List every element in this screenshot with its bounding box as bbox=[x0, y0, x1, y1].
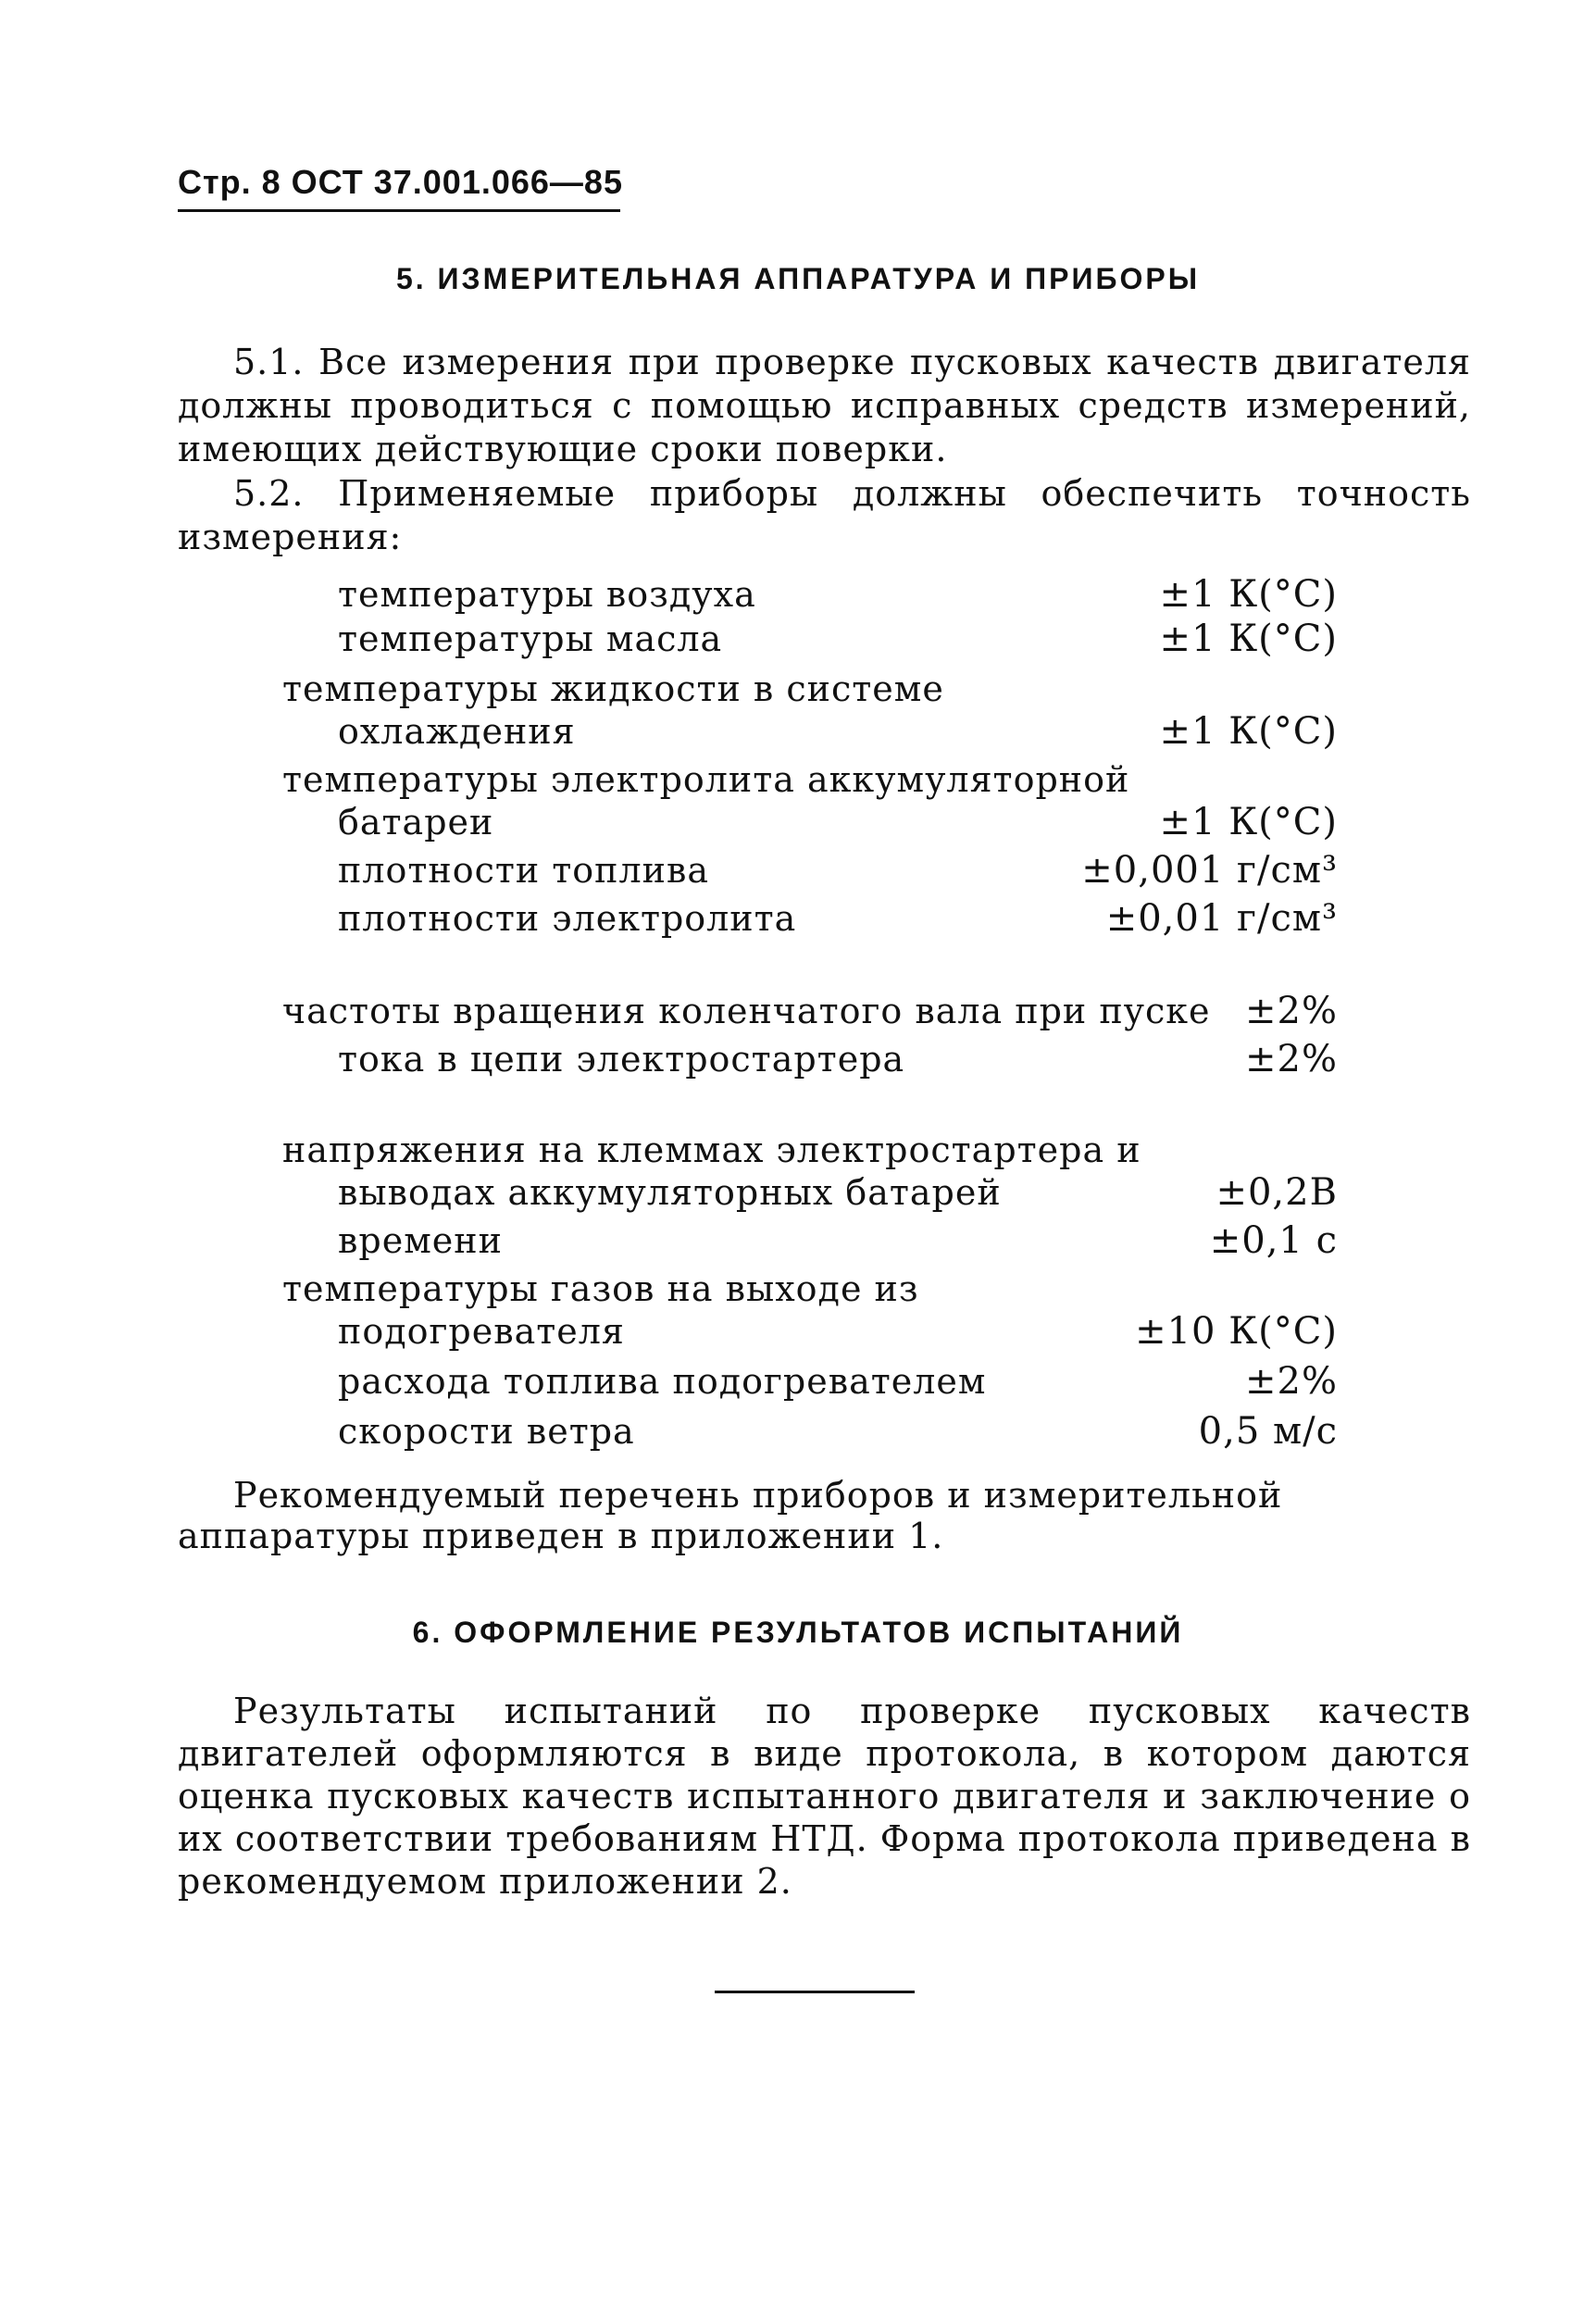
measurement-label: плотности электролита bbox=[338, 898, 797, 939]
measurement-label: расхода топлива подогревателем bbox=[338, 1361, 987, 1402]
measurement-label: тока в цепи электростартера bbox=[338, 1039, 905, 1080]
measurement-label bbox=[282, 1267, 1116, 1353]
measurement-row bbox=[282, 1353, 1338, 1403]
section-6-title: 6. ОФОРМЛЕНИЕ РЕЗУЛЬТАТОВ ИСПЫТАНИЙ bbox=[412, 1616, 1184, 1649]
measurement-label-text: температуры жидкости в системе охлаждения bbox=[282, 668, 944, 752]
measurement-value: ±1 К(°С) bbox=[1159, 618, 1338, 660]
section-5-title: 5. ИЗМЕРИТЕЛЬНАЯ АППАРАТУРА И ПРИБОРЫ bbox=[395, 262, 1201, 295]
measurement-value: ±2% bbox=[1245, 1360, 1338, 1403]
measurement-label-text: температуры газов на выходе из подогревателя bbox=[282, 1268, 919, 1352]
measurement-value: ±0,001 г/см³ bbox=[1081, 849, 1338, 892]
instruments-note-text: Рекомендуемый перечень приборов и измерительной аппаратуры приведен в приложении 1. bbox=[178, 1475, 1283, 1556]
measurement-value: ±2% bbox=[1245, 990, 1338, 1032]
measurement-value: ±1 К(°С) bbox=[1159, 801, 1338, 843]
paragraph-6 bbox=[178, 1690, 1471, 1903]
measurement-label-text: температуры электролита аккумуляторной батареи bbox=[282, 759, 1130, 843]
page-header bbox=[178, 163, 622, 212]
measurement-row bbox=[282, 1032, 1338, 1080]
measurement-accuracy-list bbox=[282, 566, 1338, 1453]
measurement-row bbox=[282, 940, 1338, 1032]
instruments-note bbox=[178, 1475, 1471, 1556]
measurement-row bbox=[282, 1262, 1338, 1353]
measurement-row bbox=[282, 566, 1338, 616]
paragraph-6-text: Результаты испытаний по проверке пусковых качеств двигателей оформляются в виде протокола, в котором даются оценка пусковых качеств испытанного двигателя и заключение о их соответствии требованиям НТД. Форма протокола приведена в рекомендуемом приложении 2. bbox=[178, 1691, 1471, 1902]
measurement-label bbox=[282, 758, 1141, 843]
measurement-value: 0,5 м/с bbox=[1198, 1410, 1338, 1453]
paragraph-5-2-text: 5.2. Применяемые приборы должны обеспечить точность измерения: bbox=[178, 473, 1471, 557]
measurement-value: ±0,2В bbox=[1216, 1171, 1338, 1214]
paragraph-5-1 bbox=[178, 341, 1471, 470]
measurement-value: ±1 К(°С) bbox=[1159, 573, 1338, 616]
end-rule bbox=[715, 1991, 915, 1993]
measurement-row bbox=[282, 1080, 1338, 1214]
measurement-label bbox=[282, 1129, 1197, 1214]
measurement-row bbox=[282, 843, 1338, 892]
measurement-label-text: частоты вращения коленчатого вала при пуске bbox=[282, 991, 1211, 1031]
measurement-row bbox=[282, 1403, 1338, 1453]
measurement-label-text: напряжения на клеммах электростартера и выводах аккумуляторных батарей bbox=[282, 1130, 1141, 1213]
measurement-value: ±1 К(°С) bbox=[1159, 710, 1338, 753]
measurement-label: времени bbox=[338, 1220, 503, 1261]
measurement-label: температуры воздуха bbox=[338, 574, 756, 615]
measurement-row bbox=[282, 616, 1338, 660]
paragraph-5-2 bbox=[178, 472, 1471, 559]
measurement-row bbox=[282, 753, 1338, 843]
paragraph-5-1-text: 5.1. Все измерения при проверке пусковых качеств двигателя должны проводиться с помощью исправных средств измерений, имеющих действующие сроки поверки. bbox=[178, 342, 1471, 469]
measurement-value: ±2% bbox=[1245, 1038, 1338, 1080]
measurement-label bbox=[282, 990, 1227, 1032]
measurement-row bbox=[282, 892, 1338, 940]
measurement-value: ±0,01 г/см³ bbox=[1105, 897, 1338, 940]
measurement-label: температуры масла bbox=[338, 618, 723, 659]
measurement-value: ±10 К(°С) bbox=[1135, 1310, 1338, 1353]
header-rule bbox=[178, 209, 620, 212]
measurement-label: плотности топлива bbox=[338, 850, 710, 891]
measurement-label bbox=[282, 668, 1141, 753]
measurement-row bbox=[282, 1214, 1338, 1262]
measurement-label: скорости ветра bbox=[338, 1411, 635, 1452]
measurement-row bbox=[282, 660, 1338, 753]
page-header-text: Стр. 8 ОСТ 37.001.066—85 bbox=[178, 163, 623, 201]
measurement-value: ±0,1 с bbox=[1209, 1219, 1338, 1262]
